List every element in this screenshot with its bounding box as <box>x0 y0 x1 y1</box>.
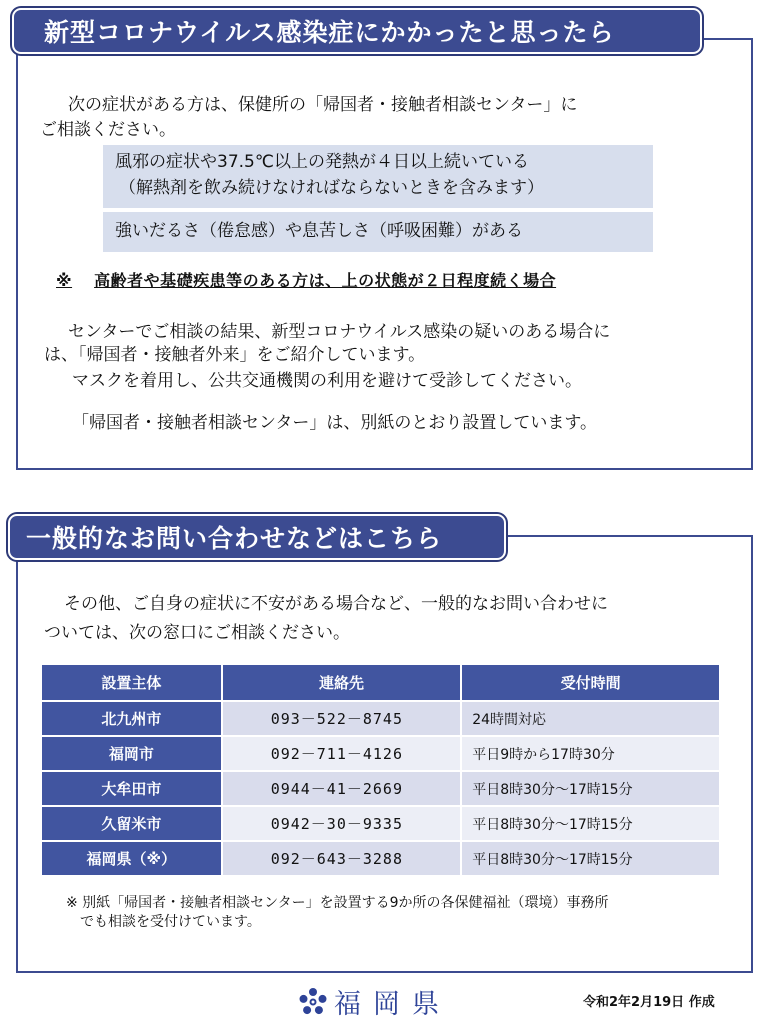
table-row <box>41 736 720 771</box>
table-header-row <box>41 664 720 701</box>
section1-intro-line1: 次の症状がある方は、保健所の「帰国者・接触者相談センター」に <box>68 95 578 115</box>
elderly-note <box>56 268 556 291</box>
row-hours: 平日9時から17時30分 <box>461 736 720 771</box>
fukuoka-logo <box>298 982 451 1021</box>
section1-body-line3: マスクを着用し、公共交通機関の利用を避けて受診してください。 <box>72 371 582 391</box>
table-row <box>41 806 720 841</box>
row-phone: 0944－41－2669 <box>222 771 462 806</box>
row-org: 北九州市 <box>41 701 222 736</box>
row-hours: 平日8時30分～17時15分 <box>461 806 720 841</box>
section2-intro-line1: その他、ご自身の症状に不安がある場合など、一般的なお問い合わせに <box>64 594 608 614</box>
section1-body-line2: は、「帰国者・接触者外来」をご紹介しています。 <box>44 345 426 365</box>
row-hours: 平日8時30分～17時15分 <box>461 841 720 876</box>
table-row <box>41 841 720 876</box>
symptom-fever-note: （解熱剤を飲み続けなければならないときを含みます） <box>119 178 544 198</box>
symptom-fever-text: 風邪の症状や37.5℃以上の発熱が４日以上続いている <box>115 152 529 172</box>
section2-intro-line2: ついては、次の窓口にご相談ください。 <box>44 623 350 643</box>
fukuoka-prefecture-emblem-icon <box>298 987 328 1017</box>
row-hours: 平日8時30分～17時15分 <box>461 771 720 806</box>
symptom-fatigue-text: 強いだるさ（倦怠感）や息苦しさ（呼吸困難）がある <box>115 221 523 241</box>
section2-title: 一般的なお問い合わせなどはこちら <box>8 514 506 560</box>
header-phone: 連絡先 <box>222 664 462 701</box>
contacts-table <box>40 663 721 877</box>
table-row <box>41 771 720 806</box>
header-hours: 受付時間 <box>461 664 720 701</box>
section1-body-line4: 「帰国者・接触者相談センター」は、別紙のとおり設置しています。 <box>72 413 597 433</box>
row-org: 福岡市 <box>41 736 222 771</box>
row-phone: 093－522－8745 <box>222 701 462 736</box>
note-mark: ※ <box>56 271 73 290</box>
created-date: 令和2年2月19日 作成 <box>583 995 715 1010</box>
row-phone: 092－711－4126 <box>222 736 462 771</box>
row-phone: 0942－30－9335 <box>222 806 462 841</box>
section1-body-line1: センターでご相談の結果、新型コロナウイルス感染の疑いのある場合に <box>68 322 611 342</box>
row-phone: 092－643－3288 <box>222 841 462 876</box>
header-org: 設置主体 <box>41 664 222 701</box>
symptom-fatigue-box <box>103 212 653 252</box>
row-org: 久留米市 <box>41 806 222 841</box>
section1-intro-line2: ご相談ください。 <box>40 120 176 140</box>
row-org: 大牟田市 <box>41 771 222 806</box>
symptom-fever-box <box>103 145 653 208</box>
row-hours: 24時間対応 <box>461 701 720 736</box>
logo-text: 福岡県 <box>334 989 451 1020</box>
note-text: 高齢者や基礎疾患等のある方は、上の状態が２日程度続く場合 <box>94 271 557 290</box>
row-org: 福岡県（※） <box>41 841 222 876</box>
section1-title: 新型コロナウイルス感染症にかかったと思ったら <box>12 8 702 54</box>
table-row <box>41 701 720 736</box>
footnote-line2: でも相談を受付けています。 <box>80 914 261 930</box>
footnote-line1: ※ 別紙「帰国者・接触者相談センター」を設置する9か所の各保健福祉（環境）事務所 <box>66 895 609 911</box>
